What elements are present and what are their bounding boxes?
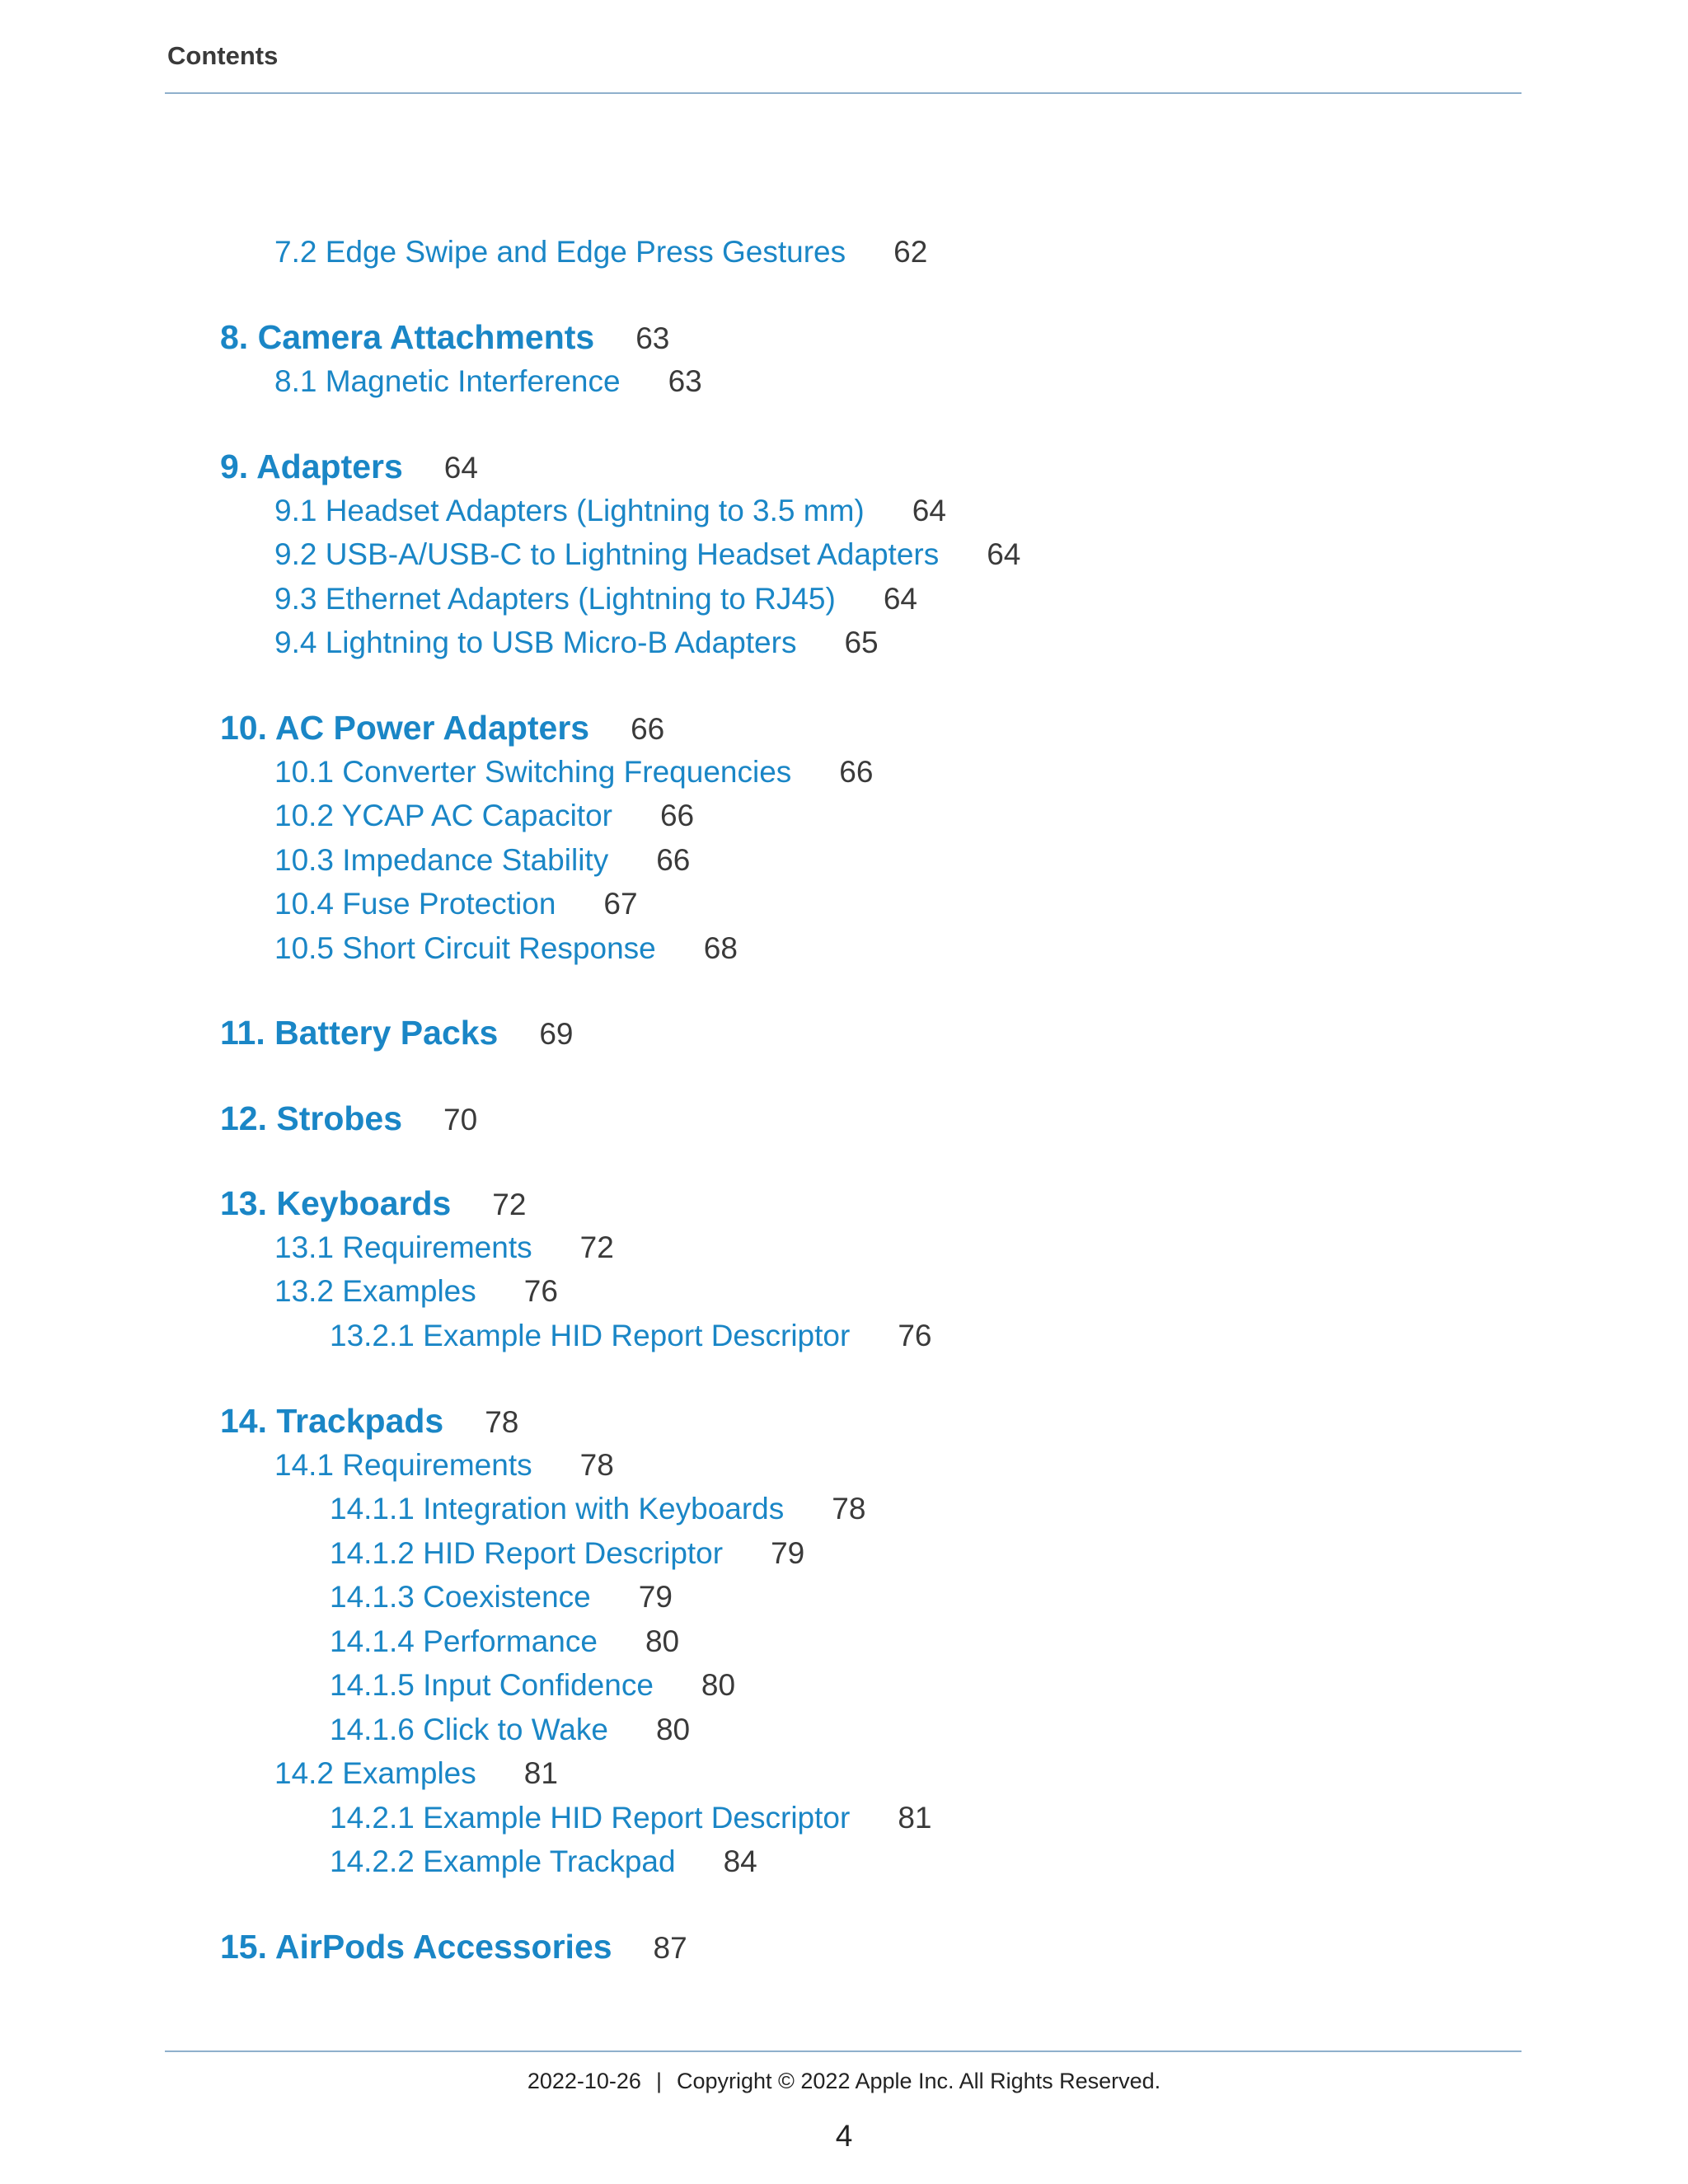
toc-entry-14-1-4[interactable]: [330, 1622, 679, 1661]
toc-page-number: 64: [883, 582, 917, 616]
toc-link[interactable]: 10.1 Converter Switching Frequencies: [274, 755, 792, 789]
toc-page-number: 78: [579, 1448, 614, 1482]
toc-entry-9-4[interactable]: [274, 623, 879, 663]
footer-divider: [165, 2050, 1522, 2052]
toc-entry-10-4[interactable]: [274, 884, 638, 924]
toc-link[interactable]: 10.5 Short Circuit Response: [274, 931, 656, 965]
toc-page-number: 84: [723, 1844, 757, 1878]
toc-entry-14-1-3[interactable]: [330, 1577, 673, 1617]
toc-page-number: 65: [844, 626, 879, 659]
toc-entry-11[interactable]: [220, 1011, 574, 1056]
toc-page-number: 69: [539, 1017, 574, 1051]
toc-entry-10-2[interactable]: [274, 796, 694, 836]
toc-page-number: 68: [703, 931, 738, 965]
footer-separator: |: [655, 2069, 662, 2093]
toc-page-number: 66: [631, 712, 665, 746]
page-number: 4: [835, 2119, 853, 2153]
toc-entry-9-1[interactable]: [274, 491, 946, 531]
toc-link[interactable]: 7.2 Edge Swipe and Edge Press Gestures: [274, 235, 846, 269]
toc-entry-9-3[interactable]: [274, 579, 917, 619]
toc-entry-12[interactable]: [220, 1097, 477, 1141]
toc-page-number: 79: [771, 1536, 805, 1570]
toc-entry-8-1[interactable]: [274, 362, 702, 401]
toc-page-number: 79: [638, 1580, 673, 1614]
toc-link[interactable]: 12. Strobes: [220, 1099, 403, 1137]
toc-entry-14-1-2[interactable]: [330, 1534, 804, 1573]
toc-page-number: 80: [701, 1668, 736, 1702]
toc-page-number: 67: [603, 887, 638, 921]
page-footer: [0, 2067, 1688, 2095]
toc-page-number: 70: [443, 1103, 478, 1137]
toc-entry-13-2-1[interactable]: [330, 1316, 931, 1356]
footer-date: 2022-10-26: [527, 2069, 641, 2093]
toc-link[interactable]: 13.2.1 Example HID Report Descriptor: [330, 1319, 851, 1352]
toc-link[interactable]: 11. Battery Packs: [220, 1014, 499, 1052]
toc-entry-10[interactable]: [220, 706, 664, 751]
toc-entry-14-1-6[interactable]: [330, 1710, 690, 1750]
toc-page-number: 66: [839, 755, 874, 789]
toc-page-number: 63: [668, 364, 702, 398]
toc-page-number: 76: [898, 1319, 932, 1352]
toc-page-number: 80: [645, 1624, 680, 1658]
toc-link[interactable]: 10.4 Fuse Protection: [274, 887, 556, 921]
toc-entry-14[interactable]: [220, 1399, 518, 1444]
toc-link[interactable]: 14.2 Examples: [274, 1756, 476, 1790]
toc-entry-8[interactable]: [220, 316, 669, 360]
toc-link[interactable]: 10.2 YCAP AC Capacitor: [274, 799, 612, 832]
toc-link[interactable]: 14.1.3 Coexistence: [330, 1580, 591, 1614]
toc-entry-10-5[interactable]: [274, 929, 738, 968]
toc-page-number: 81: [898, 1801, 932, 1835]
toc-link[interactable]: 8.1 Magnetic Interference: [274, 364, 621, 398]
toc-link[interactable]: 13.1 Requirements: [274, 1230, 532, 1264]
toc-entry-14-2-1[interactable]: [330, 1798, 931, 1838]
toc-entry-13-2[interactable]: [274, 1272, 558, 1311]
toc-link[interactable]: 14.1 Requirements: [274, 1448, 532, 1482]
toc-link[interactable]: 14.2.1 Example HID Report Descriptor: [330, 1801, 851, 1835]
toc-page-number: 62: [893, 235, 928, 269]
toc-page-number: 81: [523, 1756, 558, 1790]
toc-link[interactable]: 14.1.5 Input Confidence: [330, 1668, 654, 1702]
toc-link[interactable]: 10. AC Power Adapters: [220, 709, 590, 747]
toc-entry-14-1-1[interactable]: [330, 1489, 865, 1529]
toc-link[interactable]: 9.2 USB-A/USB-C to Lightning Headset Adapters: [274, 537, 940, 571]
toc-link[interactable]: 8. Camera Attachments: [220, 318, 595, 356]
toc-page-number: 64: [443, 451, 478, 485]
toc-entry-14-2[interactable]: [274, 1754, 558, 1793]
toc-page-number: 66: [656, 843, 691, 877]
toc-page-number: 72: [492, 1188, 527, 1221]
toc-link[interactable]: 14.2.2 Example Trackpad: [330, 1844, 676, 1878]
footer-copyright: Copyright © 2022 Apple Inc. All Rights Reserved.: [676, 2069, 1161, 2093]
toc-page-number: 80: [655, 1713, 691, 1746]
toc-link[interactable]: 14. Trackpads: [220, 1402, 444, 1440]
toc-entry-14-2-2[interactable]: [330, 1842, 757, 1882]
toc-page-number: 78: [832, 1492, 866, 1526]
toc-page-number: 66: [659, 799, 695, 832]
toc-link[interactable]: 14.1.6 Click to Wake: [330, 1713, 608, 1746]
toc-entry-14-1[interactable]: [274, 1446, 614, 1485]
toc-page-number: 64: [912, 494, 946, 527]
toc-entry-10-3[interactable]: [274, 841, 690, 880]
toc-entry-10-1[interactable]: [274, 752, 873, 792]
toc-entry-9-2[interactable]: [274, 535, 1020, 574]
toc-link[interactable]: 14.1.1 Integration with Keyboards: [330, 1492, 785, 1526]
toc-page-number: 63: [635, 321, 670, 355]
toc-link[interactable]: 10.3 Impedance Stability: [274, 843, 609, 877]
toc-link[interactable]: 13.2 Examples: [274, 1274, 476, 1308]
toc-entry-9[interactable]: [220, 445, 478, 490]
page-header-title: Contents: [167, 41, 279, 70]
toc-link[interactable]: 14.1.4 Performance: [330, 1624, 598, 1658]
toc-link[interactable]: 13. Keyboards: [220, 1184, 452, 1222]
toc-entry-13[interactable]: [220, 1182, 526, 1226]
toc-entry-7-2[interactable]: [274, 232, 927, 272]
toc-page-number: 87: [653, 1931, 687, 1965]
toc-link[interactable]: 14.1.2 HID Report Descriptor: [330, 1536, 724, 1570]
toc-link[interactable]: 9.1 Headset Adapters (Lightning to 3.5 mm): [274, 494, 865, 527]
toc-page-number: 72: [579, 1230, 614, 1264]
toc-page-number: 64: [987, 537, 1021, 571]
toc-link[interactable]: 9.4 Lightning to USB Micro-B Adapters: [274, 626, 797, 659]
toc-page-number: 78: [485, 1405, 519, 1439]
toc-entry-13-1[interactable]: [274, 1228, 614, 1268]
toc-entry-14-1-5[interactable]: [330, 1666, 735, 1705]
toc-link[interactable]: 15. AirPods Accessories: [220, 1928, 612, 1966]
toc-link[interactable]: 9. Adapters: [220, 448, 403, 485]
toc-link[interactable]: 9.3 Ethernet Adapters (Lightning to RJ45): [274, 582, 836, 616]
toc-page-number: 76: [523, 1274, 558, 1308]
toc-entry-15[interactable]: [220, 1925, 687, 1970]
